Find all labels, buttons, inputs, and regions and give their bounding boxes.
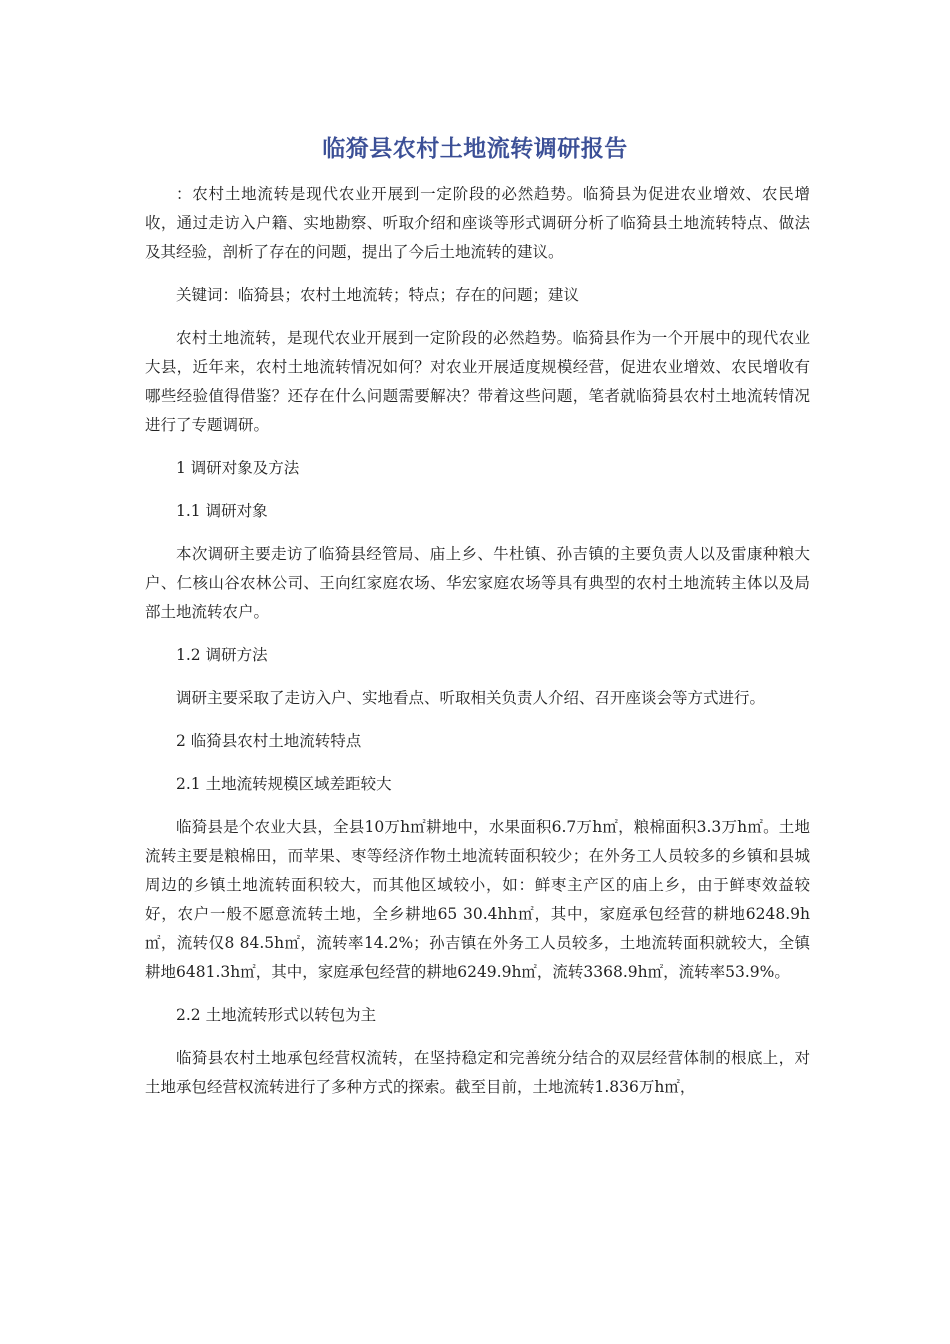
body-paragraph: 调研主要采取了走访入户、实地看点、听取相关负责人介绍、召开座谈会等方式进行。 [176, 689, 766, 707]
section-heading-1: 1 调研对象及方法 [176, 459, 300, 477]
section-heading-1-1: 1.1 调研对象 [176, 502, 268, 520]
keywords-paragraph: 关键词：临猗县；农村土地流转；特点；存在的问题；建议 [176, 286, 580, 304]
section-heading-2-2: 2.2 土地流转形式以转包为主 [176, 1006, 377, 1024]
intro-paragraph: 农村土地流转，是现代农业开展到一定阶段的必然趋势。临猗县作为一个开展中的现代农业大县，近年来，农村土地流转情况如何？对农业开展适度规模经营，促进农业增效、农民增收有哪些经验值得借鉴？还存在什么问题需要解决？带着这些问题，笔者就临猗县农村土地流转情况进行了专题调研。 [145, 329, 810, 434]
document-title: 临猗县农村土地流转调研报告 [322, 136, 628, 162]
body-paragraph: 临猗县农村土地承包经营权流转，在坚持稳定和完善统分结合的双层经营体制的根底上，对土地承包经营权流转进行了多种方式的探索。截至目前，土地流转1.836万h㎡， [145, 1049, 810, 1096]
section-heading-2-1: 2.1 土地流转规模区域差距较大 [176, 775, 392, 793]
section-heading-2: 2 临猗县农村土地流转特点 [176, 732, 362, 750]
document-body [145, 180, 810, 1116]
section-heading-1-2: 1.2 调研方法 [176, 646, 268, 664]
body-paragraph: 临猗县是个农业大县，全县10万h㎡耕地中，水果面积6.7万h㎡，粮棉面积3.3万h㎡。土地流转主要是粮棉田，而苹果、枣等经济作物土地流转面积较少；在外务工人员较多的乡镇和县城周边的乡镇土地流转面积较大，而其他区域较小，如：鲜枣主产区的庙上乡，由于鲜枣效益较好，农户一般不愿意流转土地，全乡耕地65 30.4hh㎡，其中，家庭承包经营的耕地6248.9h㎡，流转仅8 84.5h㎡，流转率14.2%；孙吉镇在外务工人员较多，土地流转面积就较大，全镇耕地6481.3h㎡，其中，家庭承包经营的耕地6249.9h㎡，流转3368.9h㎡，流转率53.9%。 [145, 818, 810, 981]
body-paragraph: 本次调研主要走访了临猗县经管局、庙上乡、牛杜镇、孙吉镇的主要负责人以及雷康种粮大户、仁核山谷农林公司、王向红家庭农场、华宏家庭农场等具有典型的农村土地流转主体以及局部土地流转农户。 [145, 545, 810, 621]
abstract-paragraph: ：农村土地流转是现代农业开展到一定阶段的必然趋势。临猗县为促进农业增效、农民增收，通过走访入户籍、实地勘察、听取介绍和座谈等形式调研分析了临猗县土地流转特点、做法及其经验，剖析了存在的问题，提出了今后土地流转的建议。 [145, 185, 810, 261]
